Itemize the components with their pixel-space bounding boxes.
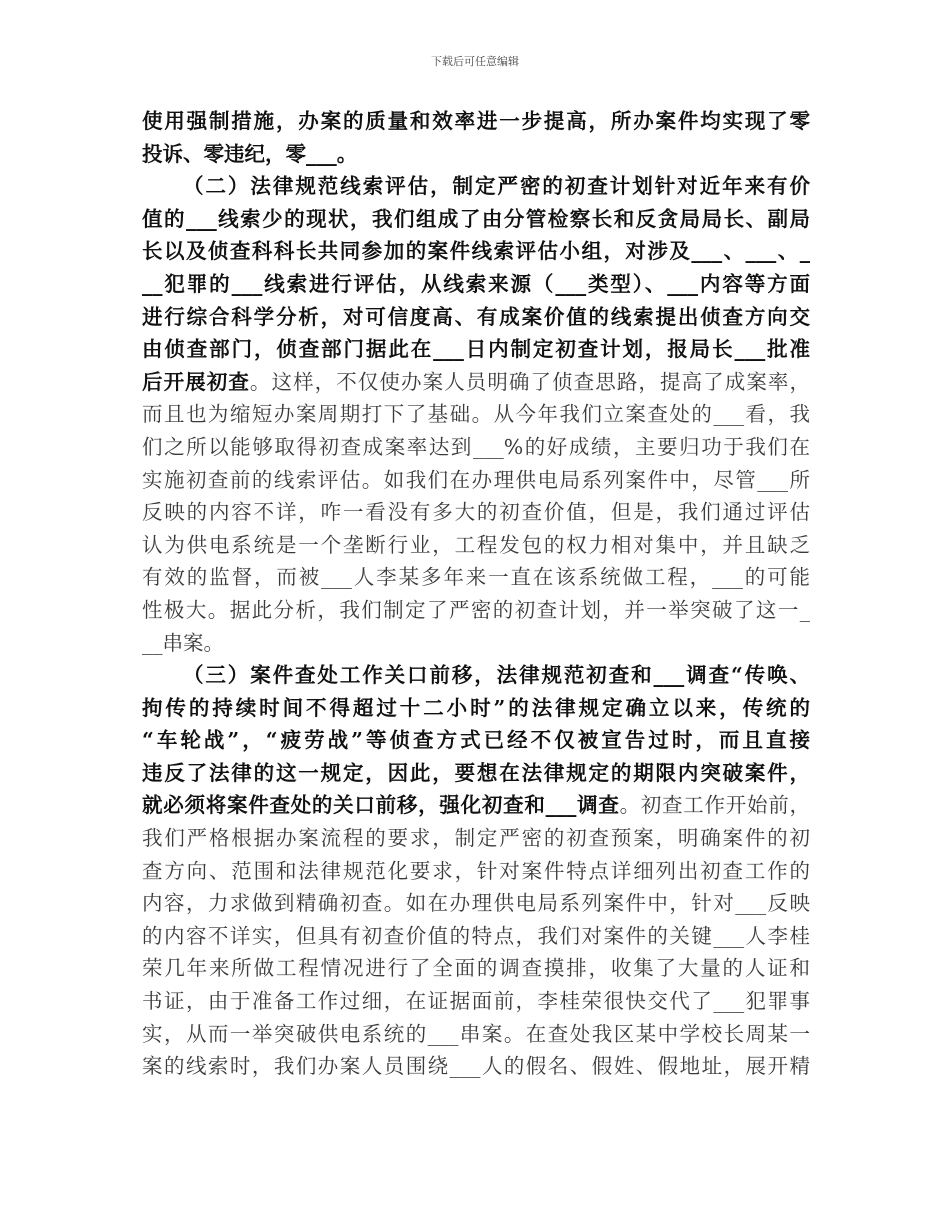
text-line — [142, 1050, 810, 1083]
bold-text-run: 值的___线索少的现状，我们组成了由分管检察长和反贪局局长、副局 — [142, 206, 810, 231]
text-line — [142, 855, 810, 888]
text-run: 认为供电系统是一个垄断行业，工程发包的权力相对集中，并且缺乏 — [142, 532, 810, 557]
text-line — [142, 301, 810, 334]
text-line — [142, 627, 810, 660]
text-run: 书证，由于准备工作过细，在证据面前，李桂荣很快交代了___犯罪事 — [142, 989, 810, 1014]
text-line — [142, 822, 810, 855]
text-run: 。初查工作开始前， — [619, 793, 810, 818]
text-line — [142, 985, 810, 1018]
text-run: 查方向、范围和法律规范化要求，针对案件特点详细列出初查工作的 — [142, 858, 810, 883]
bold-text-run: 违反了法律的这一规定，因此，要想在法律规定的期限内突破案件， — [142, 760, 810, 785]
text-line — [142, 138, 810, 171]
bold-text-run: 就必须将案件查处的关口前移，强化初查和___调查 — [142, 793, 620, 818]
text-line — [142, 529, 810, 562]
text-run: 荣几年来所做工程情况进行了全面的调查摸排，收集了大量的人证和 — [142, 956, 810, 981]
text-line — [142, 431, 810, 464]
bold-text-run: 投诉、零违纪，零___。 — [142, 141, 358, 166]
text-run: 实施初查前的线索评估。如我们在办理供电局系列案件中，尽管___所 — [142, 467, 810, 492]
text-line — [142, 724, 810, 757]
text-line — [142, 594, 810, 627]
text-line — [142, 757, 810, 790]
text-run: 性极大。据此分析，我们制定了严密的初查计划，并一举突破了这一_ — [142, 597, 810, 622]
bold-text-run: 由侦查部门，侦查部门据此在___日内制定初查计划，报局长___批准 — [142, 337, 810, 362]
bold-text-run: （三）案件查处工作关口前移，法律规范初查和___调查“传唤、 — [183, 663, 810, 688]
text-line — [142, 398, 810, 431]
text-run: 们之所以能够取得初查成案率达到___%的好成绩，主要归功于我们在 — [142, 434, 810, 459]
text-run: 反映的内容不详，咋一看没有多大的初查价值，但是，我们通过评估 — [142, 500, 810, 525]
bold-text-run: 后开展初查 — [142, 369, 250, 394]
text-line — [142, 170, 810, 203]
bold-text-run: 使用强制措施，办案的质量和效率进一步提高，所办案件均实现了零 — [142, 109, 810, 133]
text-line — [142, 1018, 810, 1051]
text-line — [142, 789, 810, 822]
text-line — [142, 692, 810, 725]
text-line — [142, 333, 810, 366]
text-line — [142, 887, 810, 920]
text-run: 案的线索时，我们办案人员围绕___人的假名、假姓、假地址，展开精 — [142, 1054, 810, 1079]
document-body — [142, 105, 810, 1083]
text-run: 。这样，不仅使办案人员明确了侦查思路，提高了成案率， — [249, 369, 810, 394]
text-line — [142, 496, 810, 529]
bold-text-run: 进行综合科学分析，对可信度高、有成案价值的线索提出侦查方向交 — [142, 304, 810, 329]
text-line — [142, 464, 810, 497]
bold-text-run: 长以及侦查科科长共同参加的案件线索评估小组，对涉及___、___、_ — [142, 239, 810, 264]
text-line — [142, 920, 810, 953]
text-run: 而且也为缩短办案周期打下了基础。从今年我们立案查处的___看，我 — [142, 402, 810, 427]
text-line — [142, 235, 810, 268]
text-run: 的内容不详实，但具有初查价值的特点，我们对案件的关键___人李桂 — [142, 923, 810, 948]
text-run: 实，从而一举突破供电系统的___串案。在查处我区某中学校长周某一 — [142, 1021, 810, 1046]
text-run: 我们严格根据办案流程的要求，制定严密的初查预案，明确案件的初 — [142, 826, 810, 851]
text-run: __串案。 — [142, 630, 224, 655]
text-line — [142, 952, 810, 985]
text-run: 内容，力求做到精确初查。如在办理供电局系列案件中，针对___反映 — [142, 891, 810, 916]
text-line — [142, 366, 810, 399]
text-line — [142, 105, 810, 138]
text-line — [142, 203, 810, 236]
text-line — [142, 268, 810, 301]
bold-text-run: “车轮战”，“疲劳战”等侦查方式已经不仅被宣告过时，而且直接 — [142, 728, 810, 753]
text-line — [142, 561, 810, 594]
bold-text-run: 拘传的持续时间不得超过十二小时”的法律规定确立以来，传统的 — [142, 695, 810, 720]
bold-text-run: __犯罪的___线索进行评估，从线索来源（___类型）、___内容等方面 — [142, 271, 810, 296]
text-run: 有效的监督，而被___人李某多年来一直在该系统做工程，___的可能 — [142, 565, 810, 590]
bold-text-run: （二）法律规范线索评估，制定严密的初查计划针对近年来有价 — [183, 174, 810, 199]
text-line — [142, 659, 810, 692]
page-header: 下载后可任意编辑 — [431, 55, 519, 68]
